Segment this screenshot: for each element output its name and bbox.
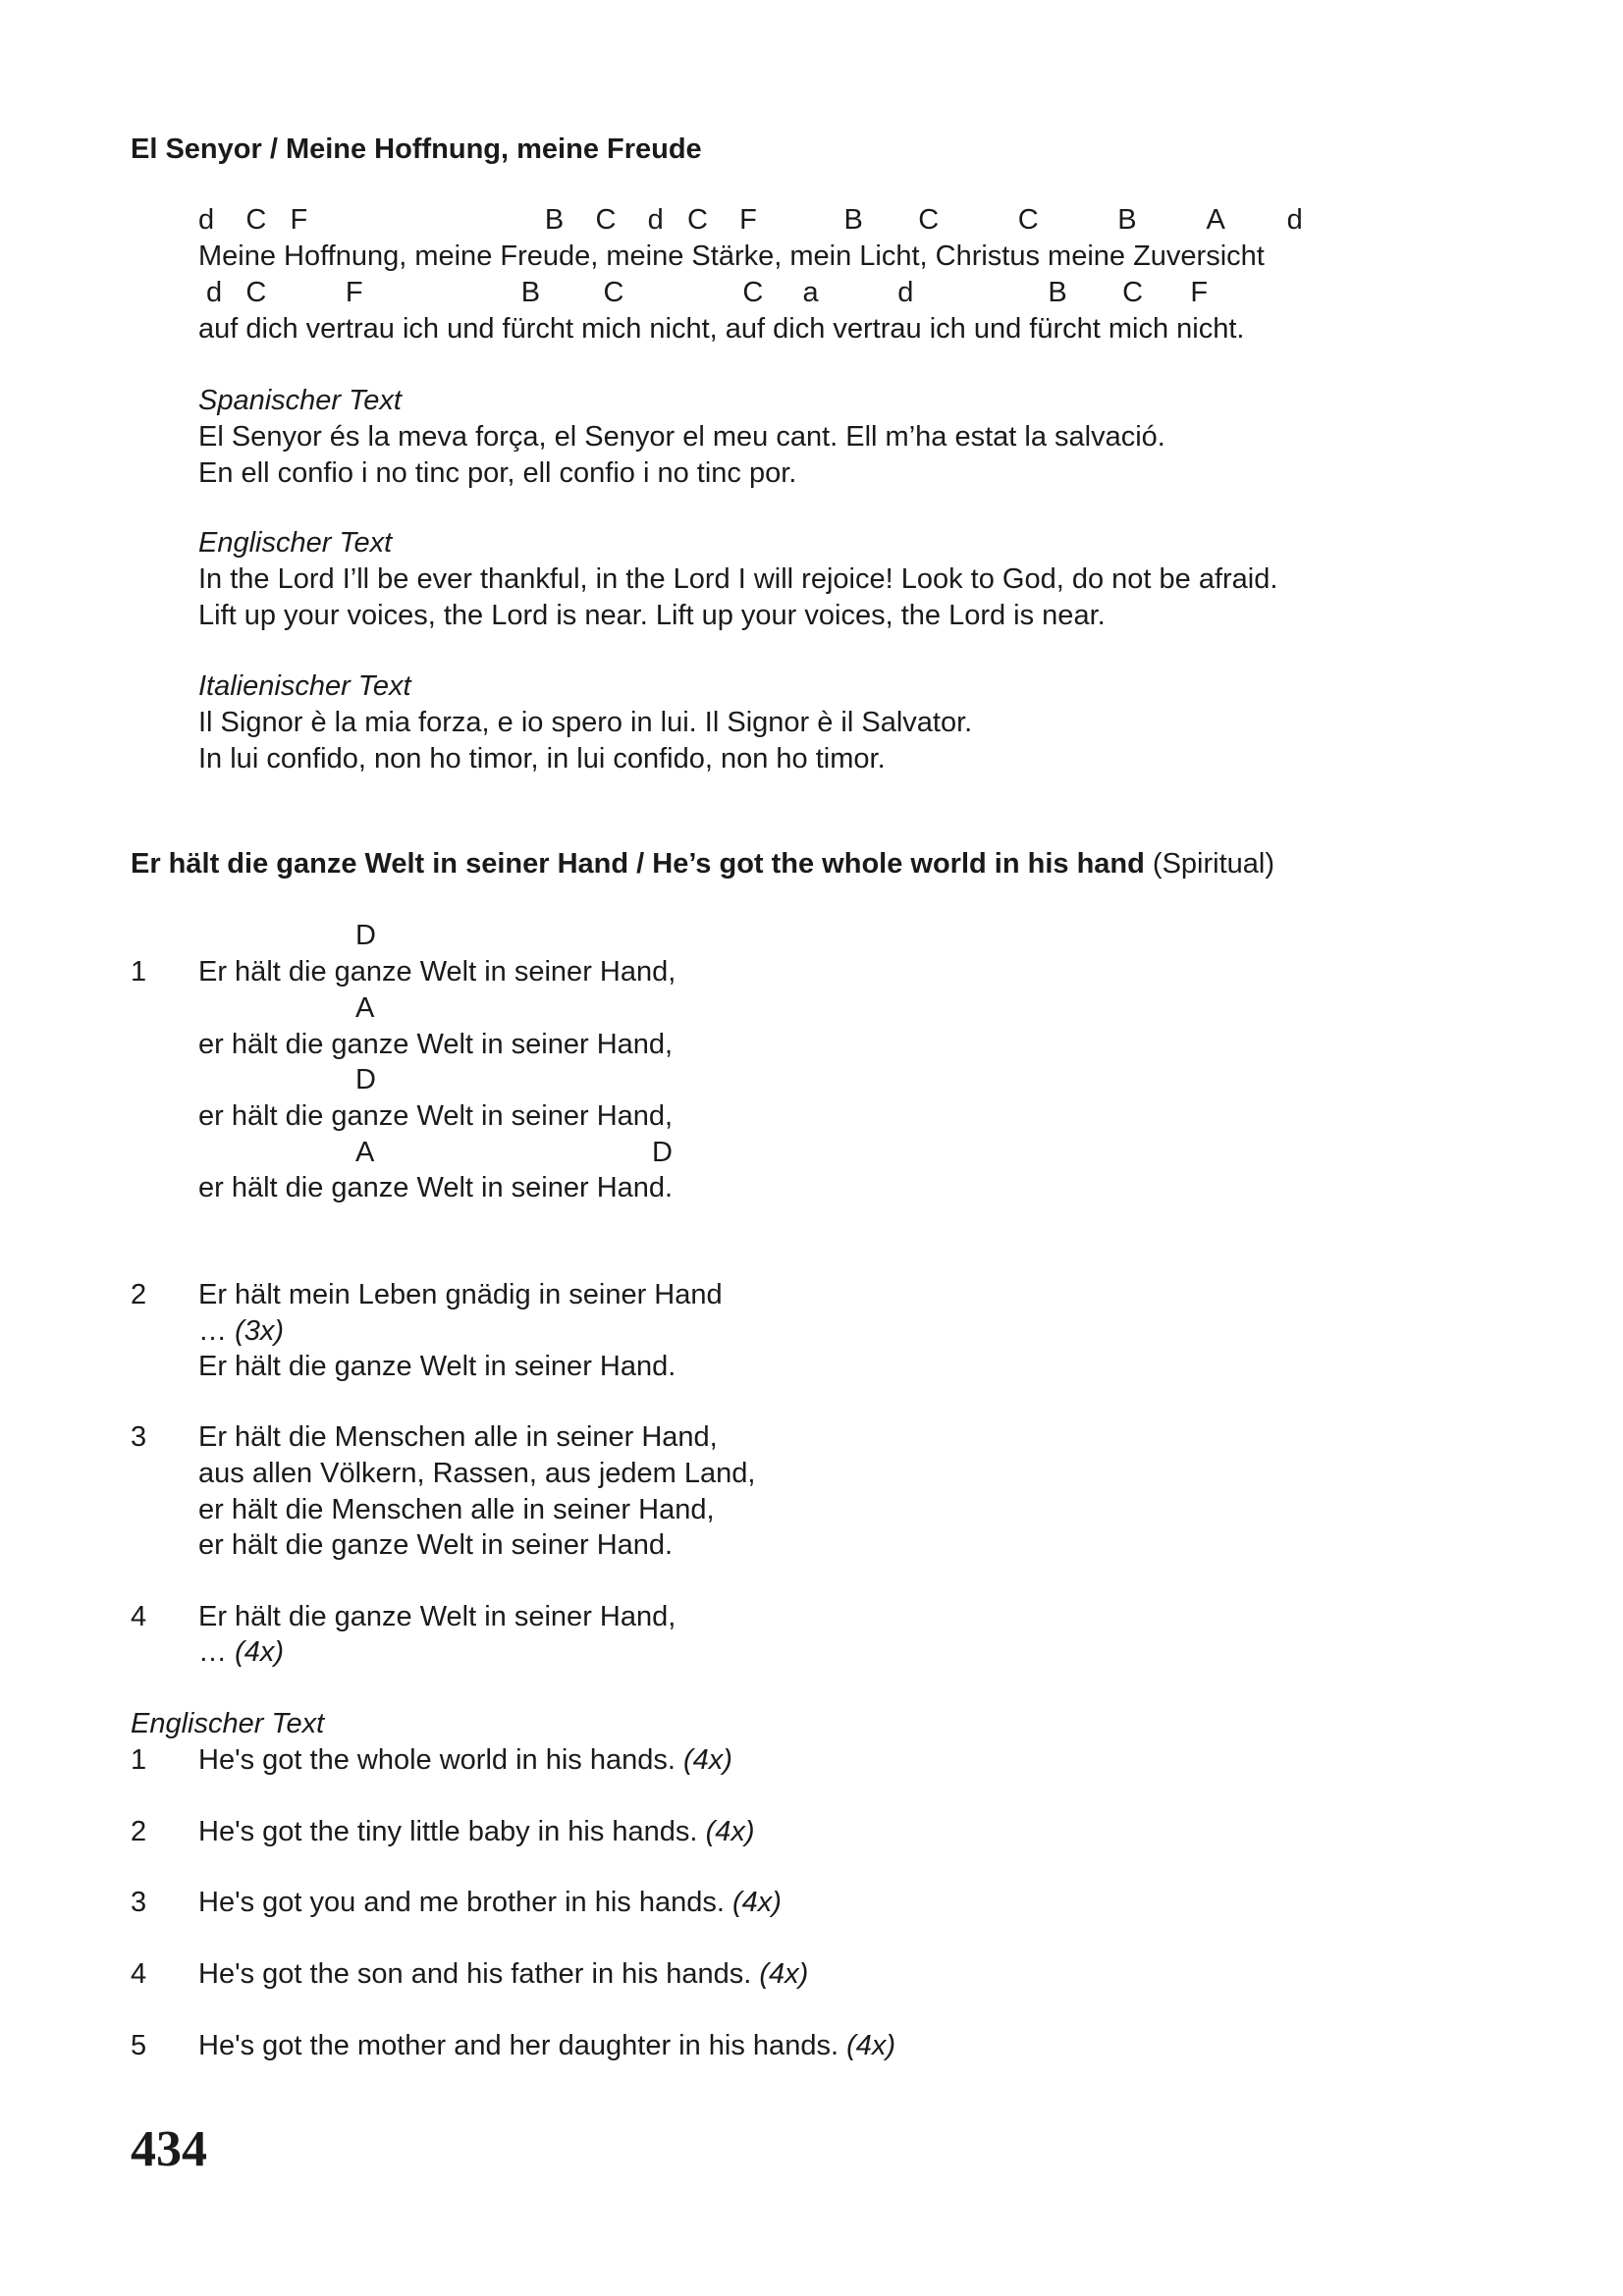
repeat-mark: (4x) [705, 1816, 755, 1847]
section-label: Englischer Text [198, 527, 393, 559]
repeat-mark: (4x) [235, 1636, 285, 1668]
lyric-line [198, 1742, 732, 1778]
lyric-line: Er hält die Menschen alle in seiner Hand, [198, 1421, 718, 1453]
repeat-mark: (3x) [235, 1315, 285, 1347]
lyric-line: Il Signor è la mia forza, e io spero in lui. Il Signor è il Salvator. [198, 707, 973, 738]
lyric-line: Er hält mein Leben gnädig in seiner Hand [198, 1279, 723, 1310]
repeat-mark: (4x) [759, 1958, 809, 1990]
lyric-line: auf dich vertrau ich und fürcht mich nicht, auf dich vertrau ich und fürcht mich nicht. [198, 313, 1245, 345]
lyric-line: En ell confio i no tinc por, ell confio i no tinc por. [198, 457, 797, 489]
repeat-mark: (4x) [731, 1887, 782, 1918]
lyric-line: aus allen Völkern, Rassen, aus jedem Land, [198, 1458, 756, 1489]
lyric-line: Meine Hoffnung, meine Freude, meine Stärke, mein Licht, Christus meine Zuversicht [198, 240, 1265, 272]
lyric-text: He's got you and me brother in his hands. [198, 1887, 732, 1918]
lyric-text: He's got the mother and her daughter in his hands. [198, 2030, 847, 2061]
lyric-line: In lui confido, non ho timor, in lui confido, non ho timor. [198, 743, 886, 774]
verse-number: 2 [131, 1279, 147, 1310]
chord-line: d C F B C d C F B C C B A d [198, 204, 1303, 236]
verse-number: 4 [131, 1601, 147, 1632]
lyric-line [198, 1814, 755, 1849]
lyric-line [198, 1885, 782, 1920]
lyric-text: He's got the son and his father in his hands. [198, 1958, 760, 1990]
lyric-line: er hält die ganze Welt in seiner Hand, [198, 1029, 674, 1060]
section-label: Italienischer Text [198, 670, 411, 702]
chord-line: d C F B C C a d B C F [198, 277, 1209, 308]
lyric-line: er hält die ganze Welt in seiner Hand. [198, 1529, 674, 1561]
verse-number: 3 [131, 1887, 147, 1918]
lyric-line [198, 1313, 284, 1349]
section-label: Englischer Text [131, 1708, 325, 1739]
ellipsis: … [198, 1636, 236, 1668]
song-subtitle: (Spiritual) [1152, 848, 1275, 880]
lyric-line: Er hält die ganze Welt in seiner Hand, [198, 1601, 676, 1632]
section-label: Spanischer Text [198, 385, 402, 416]
chord: D [355, 1064, 376, 1095]
song-title-text: Er hält die ganze Welt in seiner Hand / He’s got the whole world in his hand [131, 848, 1145, 880]
repeat-mark: (4x) [682, 1744, 732, 1776]
lyric-line: Er hält die ganze Welt in seiner Hand, [198, 956, 676, 988]
chord: D [355, 920, 376, 951]
song-title: El Senyor / Meine Hoffnung, meine Freude [131, 133, 702, 165]
lyric-line: El Senyor és la meva força, el Senyor el meu cant. Ell m’ha estat la salvació. [198, 421, 1165, 453]
verse-number: 4 [131, 1958, 147, 1990]
verse-number: 1 [131, 956, 147, 988]
lyric-line: er hält die ganze Welt in seiner Hand. [198, 1172, 674, 1203]
song-title [131, 846, 1274, 881]
lyric-text: He's got the whole world in his hands. [198, 1744, 683, 1776]
lyric-line [198, 1634, 284, 1670]
chord: D [652, 1137, 673, 1168]
lyric-line: er hält die Menschen alle in seiner Hand, [198, 1494, 715, 1525]
lyric-line: Lift up your voices, the Lord is near. Lift up your voices, the Lord is near. [198, 600, 1106, 631]
repeat-mark: (4x) [846, 2030, 896, 2061]
lyric-line: er hält die ganze Welt in seiner Hand, [198, 1100, 674, 1132]
verse-number: 3 [131, 1421, 147, 1453]
lyric-line [198, 2028, 895, 2063]
chord: A [355, 992, 375, 1024]
chord: A [355, 1137, 375, 1168]
lyric-line [198, 1956, 808, 1992]
lyric-line: In the Lord I’ll be ever thankful, in the Lord I will rejoice! Look to God, do not be afraid. [198, 563, 1278, 595]
ellipsis: … [198, 1315, 236, 1347]
lyric-text: He's got the tiny little baby in his hands. [198, 1816, 706, 1847]
verse-number: 5 [131, 2030, 147, 2061]
verse-number: 2 [131, 1816, 147, 1847]
page-number: 434 [131, 2121, 207, 2177]
lyric-line: Er hält die ganze Welt in seiner Hand. [198, 1351, 676, 1382]
verse-number: 1 [131, 1744, 147, 1776]
